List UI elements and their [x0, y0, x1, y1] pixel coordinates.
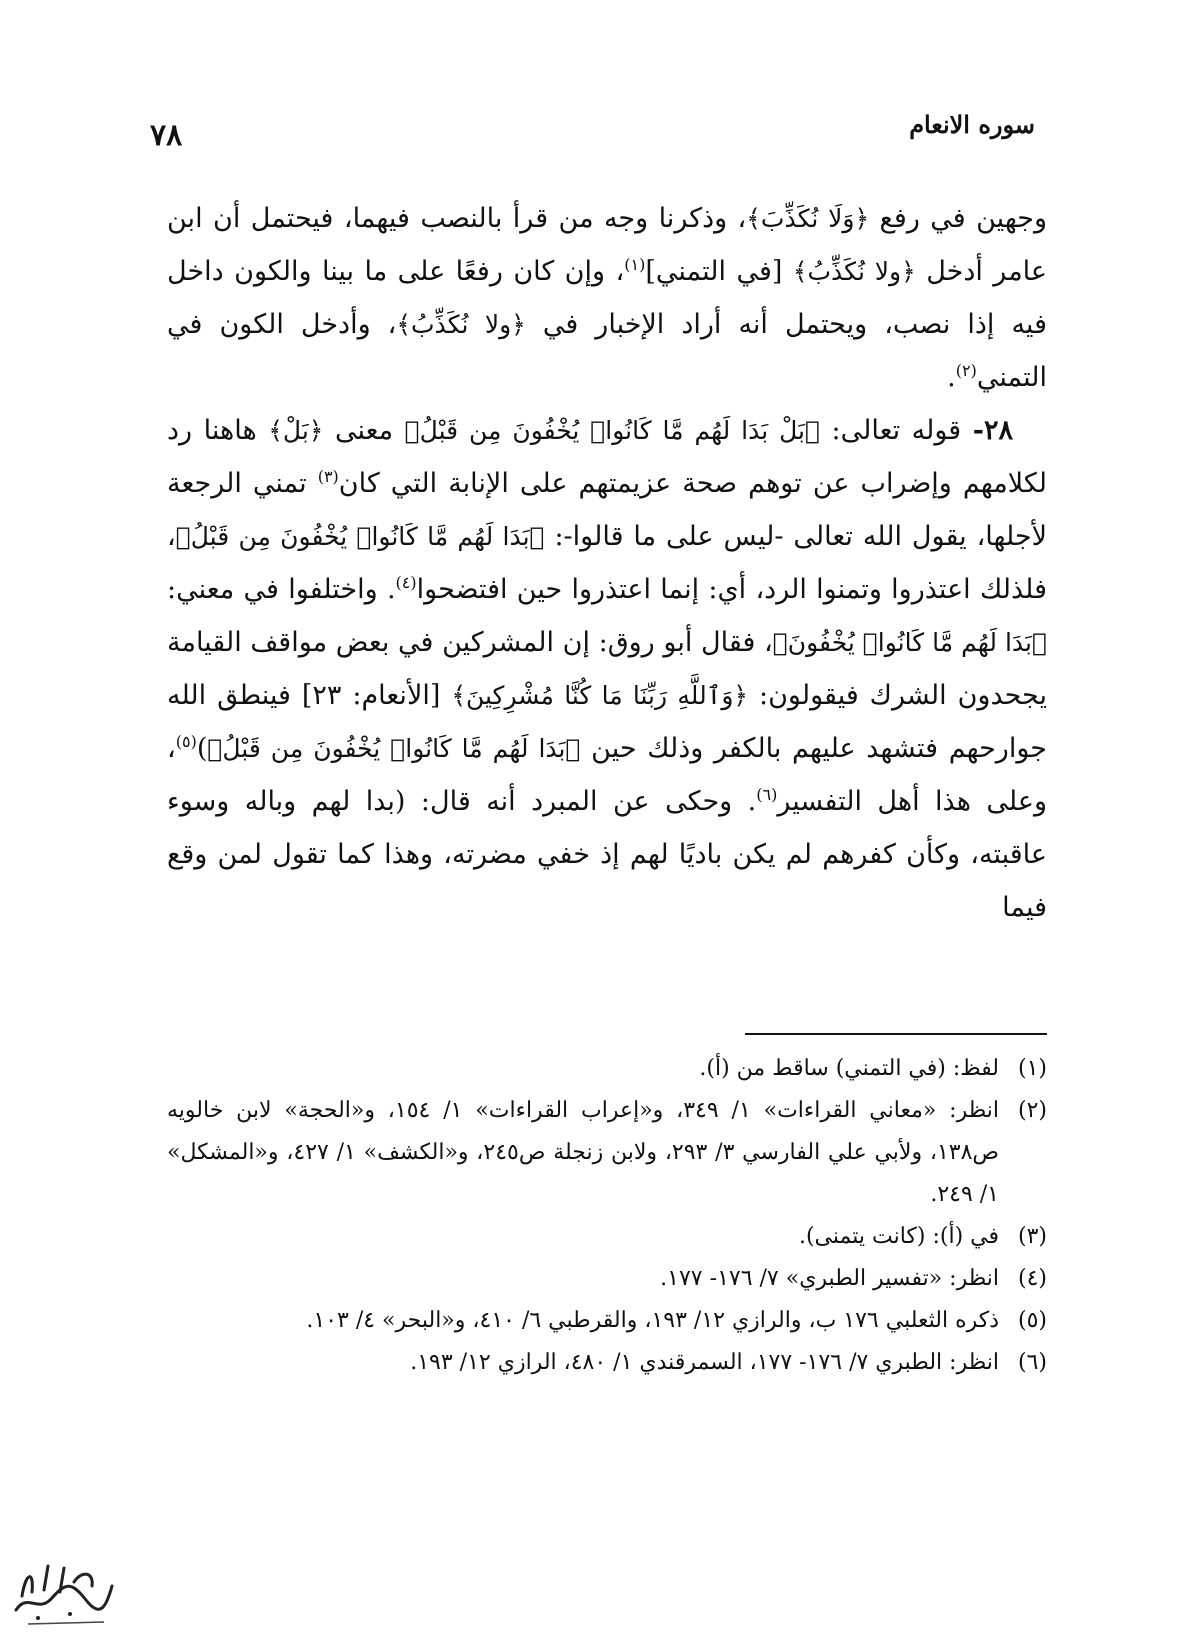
- text-run: [الأنعام: ٢٣] فينطق الله جوارحهم فتشهد عليهم بالكفر وذلك حين: [167, 680, 1047, 764]
- text-run: قوله تعالى:: [819, 415, 973, 446]
- text-run: تمني الرجعة لأجلها، يقول الله تعالى -ليس على ما قالوا-:: [167, 468, 1047, 552]
- footnote-number: (٤): [1017, 1266, 1047, 1291]
- text-run: معنى: [323, 415, 405, 446]
- footnote-ref-2: (٢): [955, 361, 977, 380]
- text-run: ، وأدخل الكون في التمني: [167, 309, 1047, 393]
- footnote-4: [167, 1258, 1047, 1300]
- page-header: [150, 110, 1035, 160]
- footnote-5: [167, 1300, 1047, 1342]
- text-run: وجهين في رفع: [869, 203, 1047, 234]
- footnote-text: ذكره الثعلبي ١٧٦ ب، والرازي ١٢/ ١٩٣، والقرطبي ٦/ ٤١٠، و«البحر» ٤/ ١٠٣.: [306, 1308, 999, 1333]
- footnote-divider: [745, 1033, 1047, 1035]
- footnote-text: انظر: «تفسير الطبري» ٧/ ١٧٦- ١٧٧.: [660, 1266, 999, 1291]
- footnote-number: (٢): [1017, 1098, 1047, 1123]
- text-run: ، وذكرنا وجه من قرأ بالنصب فيهما، فيحتمل أن ابن عامر أدخل: [167, 203, 1048, 287]
- footnote-text: لفظ: (في التمني) ساقط من (أ).: [699, 1056, 999, 1081]
- paragraph-2: [167, 404, 1047, 934]
- footnote-number: (٣): [1017, 1224, 1047, 1249]
- footnote-ref-5: (٥): [175, 732, 197, 751]
- text-run: هاهنا رد لكلامهم وإضراب عن توهم صحة عزيمتهم على الإنابة التي كان: [167, 415, 1047, 499]
- text-run: ): [196, 733, 208, 764]
- text-run: ، وعلى هذا أهل التفسير: [167, 733, 1047, 817]
- text-run: ، فلذلك اعتذروا وتمنوا الرد، أي: إنما اعتذروا حين افتضحوا: [167, 521, 1047, 605]
- text-run: . واختلفوا في معني:: [167, 574, 396, 605]
- quran-quote: ﴿وَلَا نُكَذِّبَ﴾: [746, 204, 870, 233]
- watermark-logo: [8, 1552, 118, 1632]
- footnote-ref-3: (٣): [317, 467, 339, 486]
- footnotes: [167, 1048, 1047, 1384]
- text-run: .: [947, 362, 956, 393]
- verse-number: ٢٨-: [972, 415, 1013, 446]
- text-run: ، فقال أبو روق: إن المشركين في بعض مواقف القيامة يجحدون الشرك فيقولون:: [167, 627, 1047, 711]
- footnote-3: [167, 1216, 1047, 1258]
- footnote-number: (٥): [1017, 1308, 1047, 1333]
- footnote-number: (١): [1017, 1056, 1047, 1081]
- quran-quote: ﴿بَلْ بَدَا لَهُم مَّا كَانُوا۟ يُخْفُونَ مِن قَبْلُ﴾: [404, 416, 820, 445]
- footnote-number: (٦): [1017, 1350, 1047, 1375]
- footnote-2: [167, 1090, 1047, 1216]
- footnote-text: في (أ): (كانت يتمنى).: [798, 1224, 999, 1249]
- text-run: . وحكى عن المبرد أنه قال: (بدا لهم وباله وسوء عاقبته، وكأن كفرهم لم يكن باديًا لهم إذ خفي مضرته، وهذا كما تقول لمن وقع فيما: [167, 786, 1047, 923]
- page-number: ٧٨: [150, 118, 183, 153]
- main-text: [167, 192, 1047, 934]
- quran-quote: ﴿ولا نُكَذِّبُ﴾: [396, 310, 526, 339]
- quran-quote: ﴿بَدَا لَهُم مَّا كَانُوا۟ يُخْفُونَ مِن قَبْلُ﴾: [175, 522, 545, 551]
- text-run: [في التمني]: [645, 256, 793, 287]
- running-title: سوره الانعام: [909, 110, 1035, 139]
- quran-quote: ﴿ولا نُكَذِّبُ﴾: [792, 257, 916, 286]
- footnote-ref-1: (١): [624, 255, 646, 274]
- text-run: ، وإن كان رفعًا على ما بينا والكون داخل فيه إذا نصب، ويحتمل أنه أراد الإخبار في: [167, 256, 1047, 340]
- footnote-1: [167, 1048, 1047, 1090]
- paragraph-1: [167, 192, 1047, 404]
- footnote-ref-4: (٤): [395, 573, 417, 592]
- footnote-text: انظر: الطبري ٧/ ١٧٦- ١٧٧، السمرقندي ١/ ٤٨٠، الرازي ١٢/ ١٩٣.: [410, 1350, 999, 1375]
- quran-quote: ﴿وَٱللَّهِ رَبِّنَا مَا كُنَّا مُشْرِكِينَ﴾: [451, 681, 749, 710]
- quran-quote: ﴿بَدَا لَهُم مَّا كَانُوا۟ يُخْفُونَ مِن قَبْلُ﴾: [207, 734, 581, 763]
- footnote-ref-6: (٦): [756, 785, 778, 804]
- footnote-text: انظر: «معاني القراءات» ١/ ٣٤٩، و«إعراب القراءات» ١/ ١٥٤، و«الحجة» لابن خالويه ص١٣٨، ولأبي علي الفارسي ٣/ ٢٩٣، ولابن زنجلة ص٢٤٥، و«الكشف» ١/ ٤٢٧، و«المشكل» ١/ ٢٤٩.: [167, 1098, 1000, 1207]
- quran-quote: ﴿بَلْ﴾: [268, 416, 324, 445]
- footnote-6: [167, 1342, 1047, 1384]
- quran-quote: ﴿بَدَا لَهُم مَّا كَانُوا۟ يُخْفُونَ﴾: [772, 628, 1047, 657]
